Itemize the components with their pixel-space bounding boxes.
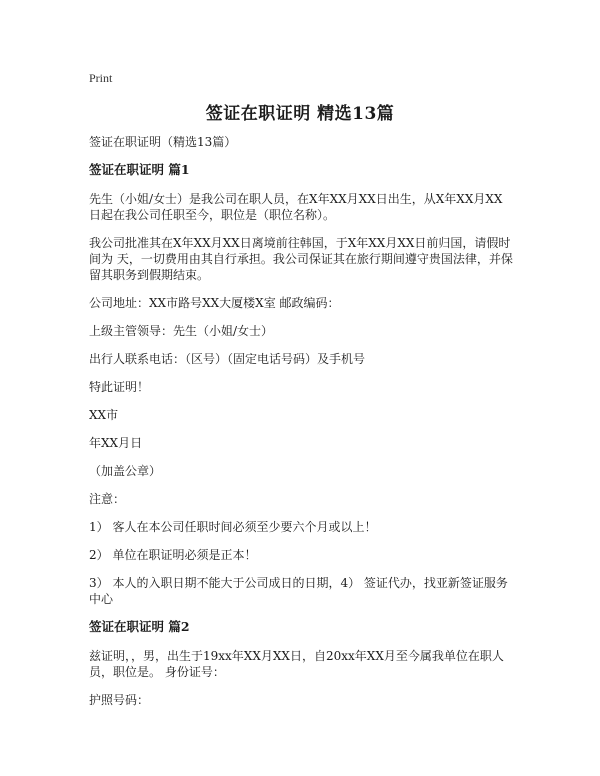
paragraph-seal: （加盖公章） [89, 464, 162, 478]
section-heading-1: 签证在职证明 篇1 [89, 162, 190, 177]
paragraph-passport: 护照号码： [89, 693, 150, 707]
paragraph-company-address: 公司地址：XX市路号XX大厦楼X室 邮政编码： [89, 296, 340, 310]
paragraph-certify: 特此证明！ [89, 380, 150, 394]
subtitle-paragraph: 签证在职证明（精选13篇） [89, 135, 237, 149]
notice-item-1: 1） 客人在本公司任职时间必须至少要六个月或以上！ [89, 520, 377, 534]
section-heading-2: 签证在职证明 篇2 [89, 619, 190, 634]
paragraph-supervisor: 上级主管领导：先生（小姐/女士） [89, 324, 274, 338]
print-label: Print [89, 71, 113, 85]
notice-item-2: 2） 单位在职证明必须是正本！ [89, 548, 257, 562]
paragraph-date: 年XX月日 [89, 436, 143, 450]
document-body [89, 134, 514, 720]
paragraph-notice-label: 注意： [89, 492, 126, 506]
paragraph-leave-approval: 我公司批准其在X年XX月XX日离境前往韩国，于X年XX月XX日前归国，请假时间为 天，一切费用由其自行承担。我公司保证其在旅行期间遵守贵国法律，并保留其职务到假期结束。 [89, 236, 513, 282]
paragraph-contact-phone: 出行人联系电话：（区号）（固定电话号码）及手机号 [89, 352, 366, 366]
paragraph-certify-person: 兹证明，，男，出生于19xx年XX月XX日，自20xx年XX月至今属我单位在职人员，职位是。 身份证号： [89, 649, 504, 679]
paragraph-city: XX市 [89, 408, 119, 422]
paragraph-employee-info: 先生（小姐/女士）是我公司在职人员，在X年XX月XX日出生，从X年XX月XX日起在我公司任职至今，职位是（职位名称）。 [89, 192, 503, 222]
document-title: 签证在职证明 精选13篇 [205, 104, 395, 124]
notice-item-3: 3） 本人的入职日期不能大于公司成日的日期，4） 签证代办，找亚新签证服务中心 [89, 576, 508, 606]
